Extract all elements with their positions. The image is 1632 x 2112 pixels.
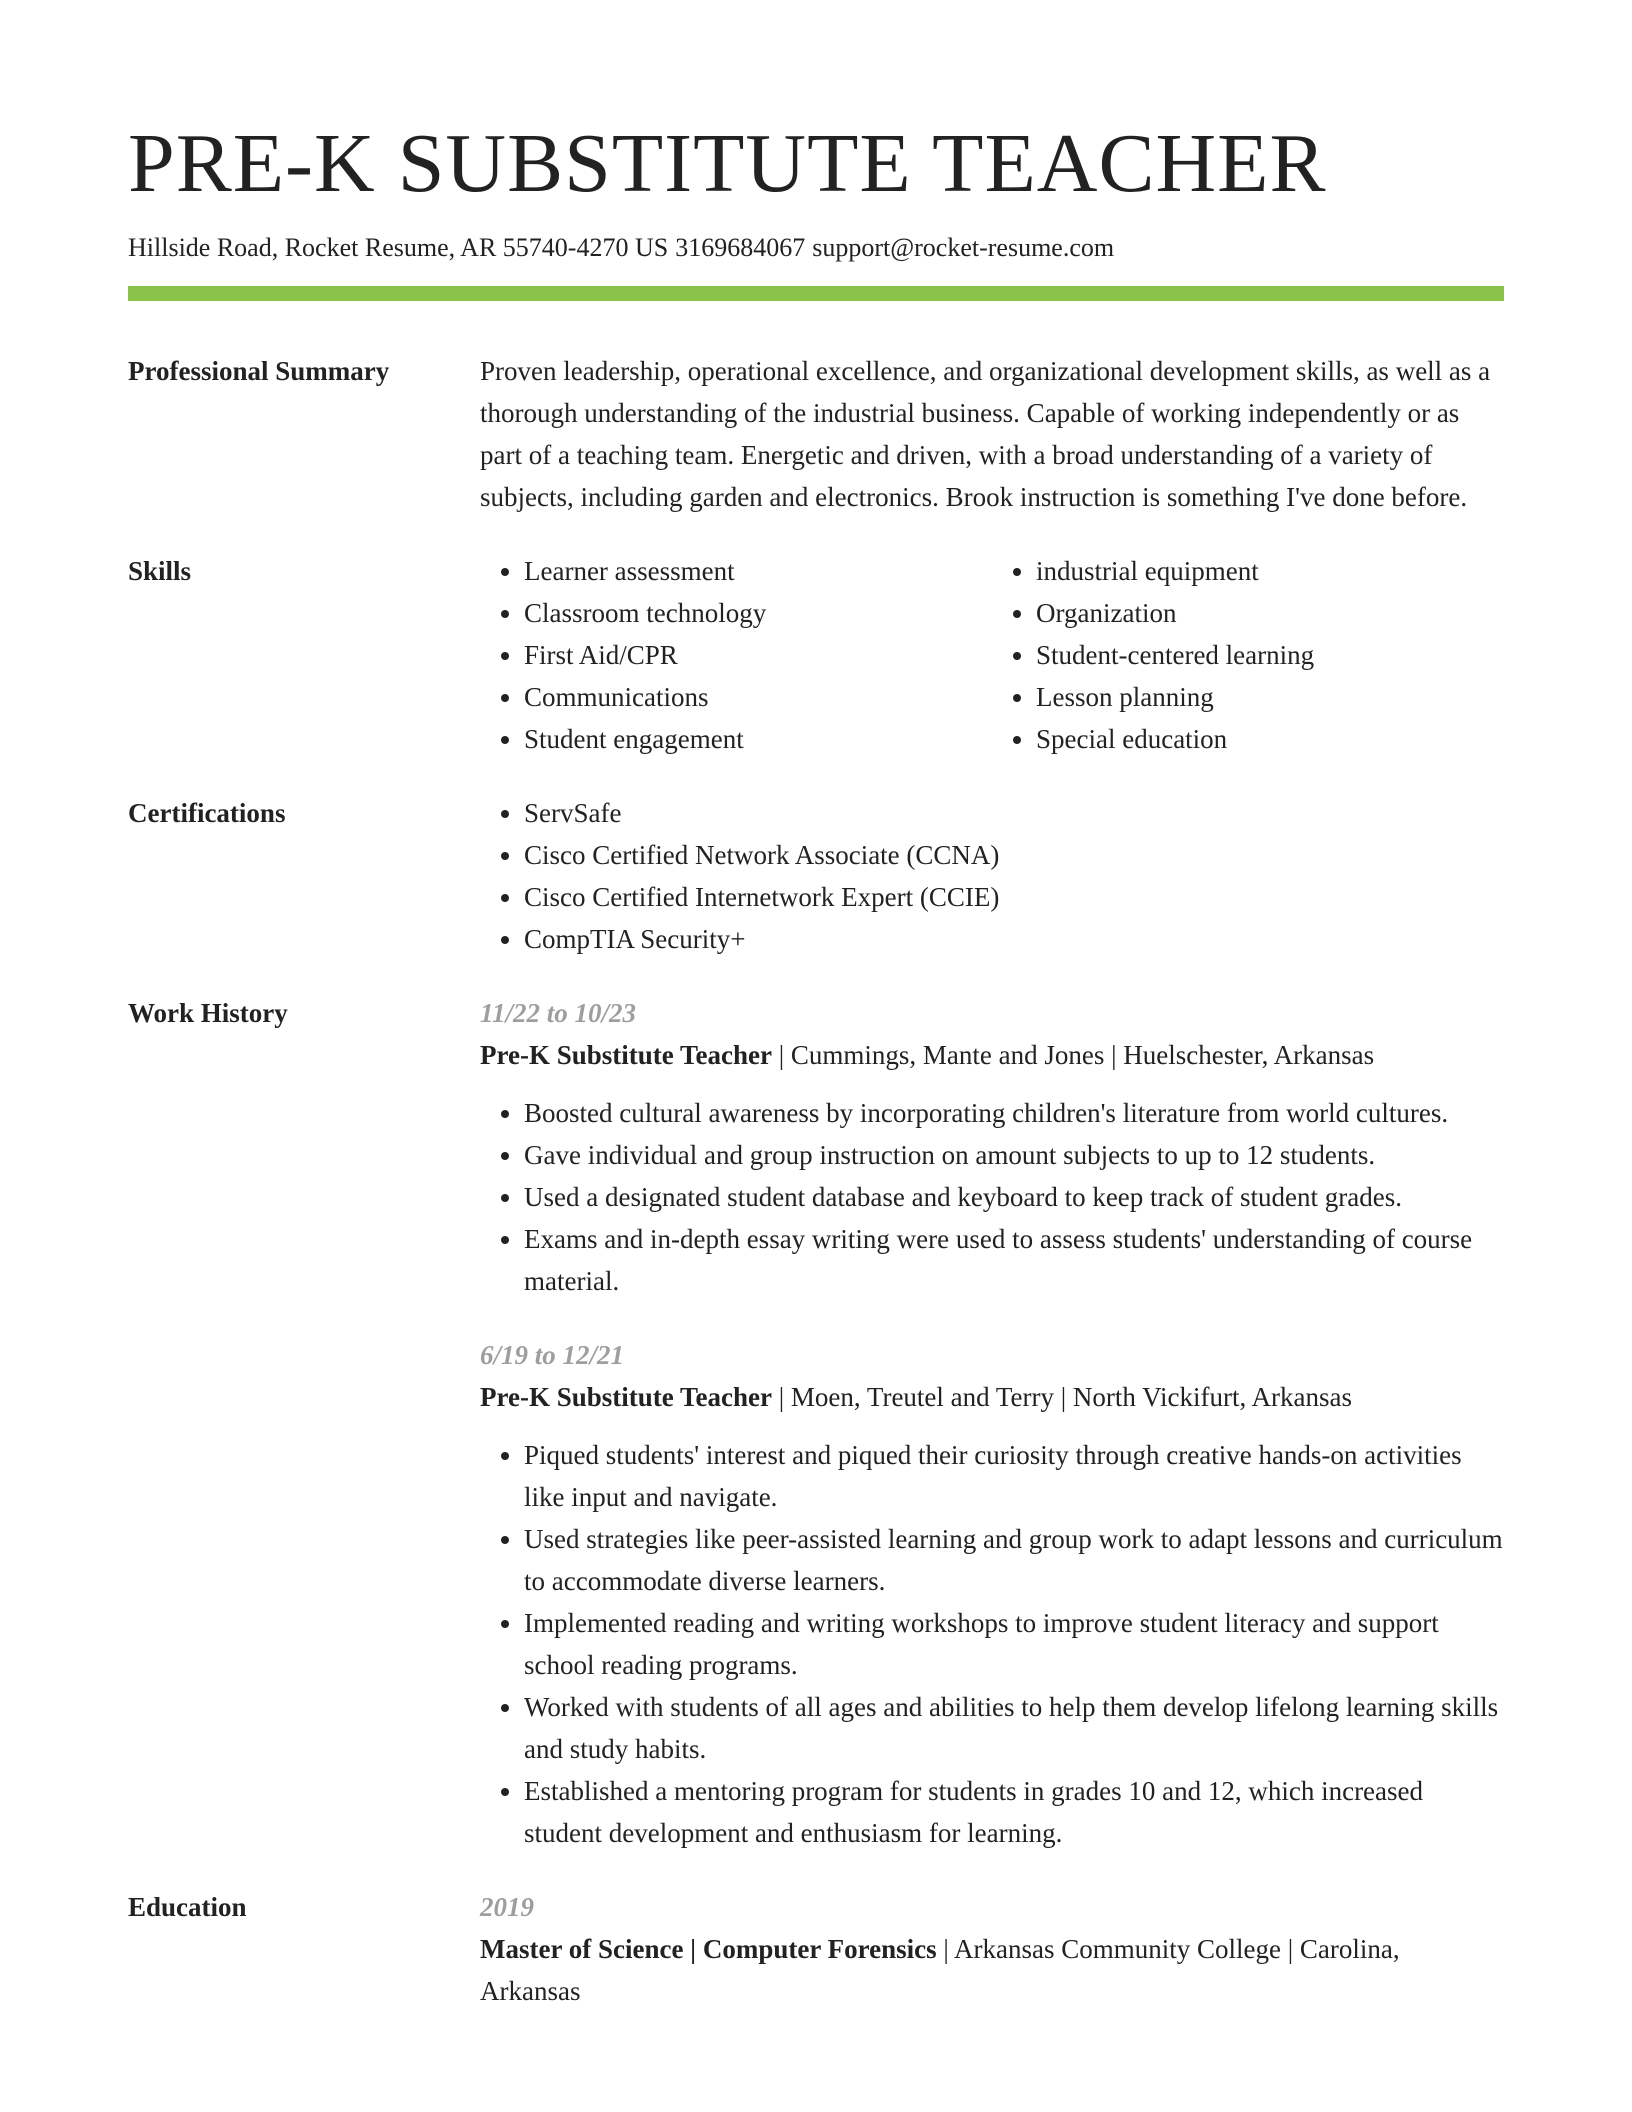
certification-item: • Cisco Certified Internetwork Expert (CCIE) [524,876,1504,918]
job-employer: | Cummings, Mante and Jones | Huelschester, Arkansas [772,1040,1375,1070]
job-heading [480,1034,1504,1076]
skill-item: • Communications [524,676,992,718]
job-bullet: • Worked with students of all ages and abilities to help them develop lifelong learning skills and study habits. [524,1686,1504,1770]
skill-item: • Student-centered learning [1036,634,1504,676]
skill-item: • industrial equipment [1036,550,1504,592]
job-heading [480,1376,1504,1418]
job-bullets [480,1434,1504,1854]
certifications-section [128,792,1504,960]
job-bullets [480,1092,1504,1302]
skills-list-left [480,550,992,760]
summary-label: Professional Summary [128,356,390,386]
header-divider [128,286,1504,301]
job-dates: 11/22 to 10/23 [480,998,637,1028]
job-title: Pre-K Substitute Teacher [480,1040,772,1070]
job-bullet: • Established a mentoring program for students in grades 10 and 12, which increased student development and enthusiasm for learning. [524,1770,1504,1854]
contact-email: support@rocket-resume.com [812,233,1115,262]
job-bullet: • Used strategies like peer-assisted learning and group work to adapt lessons and curriculum to accommodate diverse learners. [524,1518,1504,1602]
job-bullet: • Piqued students' interest and piqued their curiosity through creative hands-on activities like input and navigate. [524,1434,1504,1518]
skill-item: • Classroom technology [524,592,992,634]
work-history-section [128,992,1504,1854]
skill-item: • Organization [1036,592,1504,634]
contact-line [128,232,1114,264]
job-bullet: • Implemented reading and writing workshops to improve student literacy and support school reading programs. [524,1602,1504,1686]
job-entry [480,992,1504,1302]
job-bullet: • Boosted cultural awareness by incorporating children's literature from world cultures. [524,1092,1504,1134]
contact-address: Hillside Road, Rocket Resume, AR 55740-4270 US [128,233,669,262]
contact-phone: 3169684067 [675,233,806,262]
job-title: Pre-K Substitute Teacher [480,1382,772,1412]
certifications-list [480,792,1504,960]
education-label: Education [128,1892,247,1922]
skills-label: Skills [128,556,192,586]
education-year: 2019 [480,1892,534,1922]
skill-item: • Student engagement [524,718,992,760]
skill-item: • Special education [1036,718,1504,760]
job-bullet: • Gave individual and group instruction on amount subjects to up to 12 students. [524,1134,1504,1176]
skills-list-right [992,550,1504,760]
skill-item: • Learner assessment [524,550,992,592]
job-entry [480,1334,1504,1854]
job-employer: | Moen, Treutel and Terry | North Vickifurt, Arkansas [772,1382,1352,1412]
summary-text: Proven leadership, operational excellence, and organizational development skills, as well as a thorough understanding of the industrial business. Capable of working independently or as part of a teaching team. Energetic and driven, with a broad understanding of a variety of subjects, including garden and electronics. Brook instruction is something I've done before. [480,356,1491,512]
job-bullet: • Exams and in-depth essay writing were used to assess students' understanding of course material. [524,1218,1504,1302]
resume-title: PRE-K SUBSTITUTE TEACHER [128,117,1327,210]
certification-item: • Cisco Certified Network Associate (CCNA) [524,834,1504,876]
education-degree: Master of Science | Computer Forensics [480,1934,937,1964]
education-heading [480,1928,1504,2012]
summary-section [128,350,1504,518]
certification-item: • ServSafe [524,792,1504,834]
skill-item: • First Aid/CPR [524,634,992,676]
education-section [128,1886,1504,2012]
work-history-label: Work History [128,998,288,1028]
education-school: | Arkansas Community College | Carolina, Arkansas [480,1934,1400,2006]
certifications-label: Certifications [128,798,286,828]
certification-item: • CompTIA Security+ [524,918,1504,960]
job-bullet: • Used a designated student database and keyboard to keep track of student grades. [524,1176,1504,1218]
resume-sections [128,350,1504,2044]
skill-item: • Lesson planning [1036,676,1504,718]
job-dates: 6/19 to 12/21 [480,1340,625,1370]
skills-section [128,550,1504,760]
